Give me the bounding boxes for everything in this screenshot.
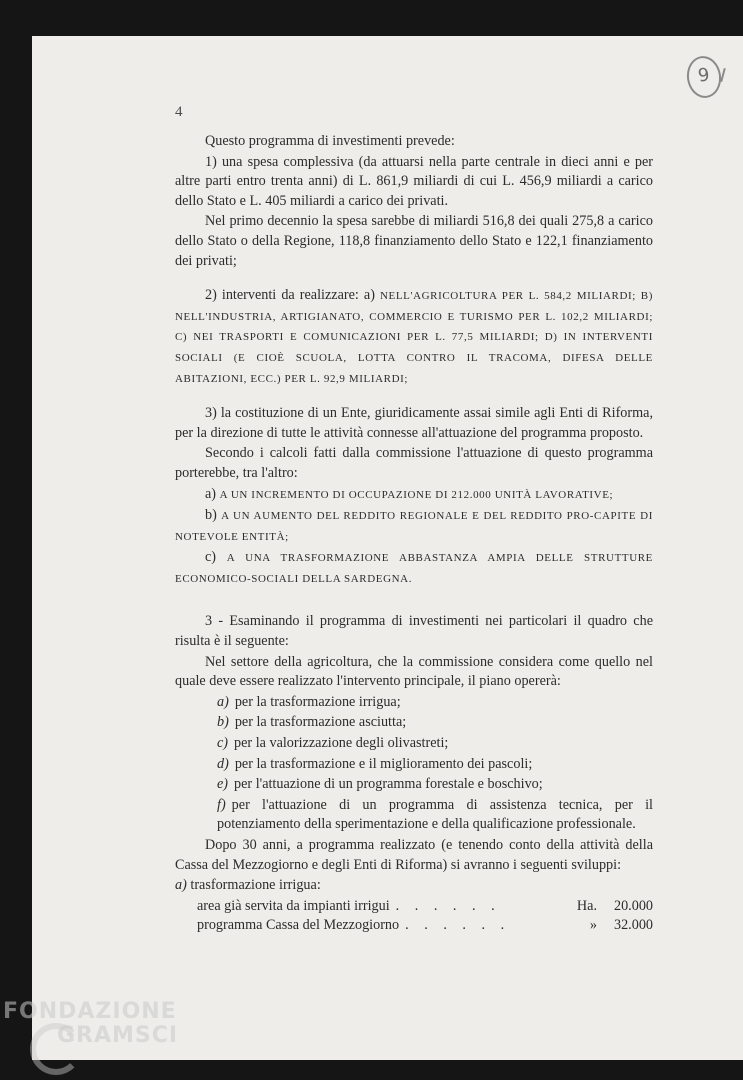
page-number: 4 xyxy=(175,104,183,120)
item-3-paragraph: 3) la costituzione di un Ente, giuridicamente assai simile agli Enti di Riforma, per la direzione di tutte le attività connesse all'attuazione del programma proposto. xyxy=(175,405,653,441)
row-label: area già servita da impianti irrigui xyxy=(197,897,390,914)
row-dots: . . . . . . xyxy=(395,897,501,914)
effect-c-lead: c) xyxy=(205,549,227,566)
list-item-letter: b) xyxy=(217,714,229,731)
calc-paragraph: Secondo i calcoli fatti dalla commissione l'attuazione di questo programma porterebbe, tra l'altro: xyxy=(175,445,653,481)
section-3-paragraph: 3 - Esaminando il programma di investimenti nei particolari il quadro che risulta è il seguente: xyxy=(175,613,653,650)
list-item-text: per la trasformazione asciutta; xyxy=(234,714,407,731)
list-item-text: per l'attuazione di un programma forestale e boschivo; xyxy=(234,776,543,793)
effect-a xyxy=(175,485,653,506)
item-2-details: NELL'AGRICOLTURA PER L. 584,2 MILIARDI; B) NELL'INDUSTRIA, ARTIGIANATO, COMMERCIO E TURISMO PER L. 102,2 MILIARDI; C) NEI TRASPORTI E COMUNICAZIONI PER L. 77,5 MILIARDI; D) IN INTERVENTI SOCIALI (E CIOÈ SCUOLA, LOTTA CONTRO IL TRACOMA, DIFESA DELLE ABITAZIONI, ECC.) PER L. 92,9 MILIARDI; xyxy=(175,290,653,385)
handwritten-page-note: 9 xyxy=(684,54,724,100)
watermark-line-1: FONDAZIONE xyxy=(3,999,177,1024)
after-30-years-paragraph: Dopo 30 anni, a programma realizzato (e tenendo conto della attività della Cassa del Mezzogiorno e degli Enti di Riforma) si avranno i seguenti sviluppi: xyxy=(175,837,653,873)
list-item-letter: a) xyxy=(217,693,229,710)
list-item-letter: d) xyxy=(217,755,229,772)
list-item xyxy=(175,734,653,754)
row-unit: Ha. xyxy=(576,897,597,914)
effect-a-text: A UN INCREMENTO DI OCCUPAZIONE DI 212.000 UNITÀ LAVORATIVE; xyxy=(219,488,614,501)
watermark-logo xyxy=(3,1000,178,1048)
intro-paragraph: Questo programma di investimenti prevede: xyxy=(205,133,455,149)
table-row xyxy=(175,897,653,917)
list-item-text: per la trasformazione irrigua; xyxy=(234,693,401,710)
item-1-paragraph: 1) una spesa complessiva (da attuarsi nella parte centrale in dieci anni e per altre parti entro trenta anni) di L. 861,9 miliardi di cui L. 456,9 miliardi a carico dello Stato e L. 405 miliardi a carico dei privati. xyxy=(175,153,653,209)
effect-b-lead: b) xyxy=(205,507,222,524)
watermark-g-icon xyxy=(30,1023,82,1075)
row-label: programma Cassa del Mezzogiorno xyxy=(197,917,400,934)
watermark-line-2: GRAMSCI xyxy=(57,1023,179,1048)
list-item-letter: e) xyxy=(217,776,229,793)
irrigation-table xyxy=(175,897,653,936)
list-item-letter: c) xyxy=(217,735,229,752)
row-value: 20.000 xyxy=(613,897,653,914)
list-item xyxy=(175,713,653,733)
effect-a-lead: a) xyxy=(205,485,220,502)
list-item xyxy=(175,755,653,775)
effect-b xyxy=(175,506,653,547)
row-dots: . . . . . . xyxy=(405,917,511,934)
handwritten-mark xyxy=(720,68,726,82)
agriculture-paragraph: Nel settore della agricoltura, che la commissione considera come quello nel quale deve essere realizzato l'intervento principale, il piano opererà: xyxy=(175,653,653,690)
effect-c xyxy=(175,548,653,589)
intervention-list xyxy=(175,693,653,835)
list-item-text: per la valorizzazione degli olivastreti; xyxy=(234,735,449,752)
effect-b-text: A UN AUMENTO DEL REDDITO REGIONALE E DEL REDDITO PRO-CAPITE DI NOTEVOLE ENTITÀ; xyxy=(175,510,653,543)
irrigation-heading xyxy=(175,876,653,896)
list-item xyxy=(175,775,653,795)
item-2-lead: 2) interventi da realizzare: a) xyxy=(205,287,380,304)
irrigation-title: trasformazione irrigua: xyxy=(190,877,321,894)
row-value: 32.000 xyxy=(613,917,653,934)
document-page xyxy=(32,36,743,1060)
row-unit: » xyxy=(589,917,597,934)
table-row xyxy=(175,916,653,936)
list-item-letter: f) xyxy=(217,796,226,813)
item-2-paragraph xyxy=(175,286,653,389)
decade-paragraph: Nel primo decennio la spesa sarebbe di miliardi 516,8 dei quali 275,8 a carico dello Stato o della Regione, 118,8 finanziamento dello Stato e 122,1 finanziamento dei privati; xyxy=(175,213,653,269)
list-item xyxy=(175,693,653,713)
irrigation-letter: a) xyxy=(175,877,187,894)
list-item xyxy=(175,796,653,835)
list-item-text: per l'attuazione di un programma di assistenza tecnica, per il potenziamento della sperimentazione e della qualificazione professionale. xyxy=(217,796,653,833)
list-item-text: per la trasformazione e il miglioramento dei pascoli; xyxy=(234,755,533,772)
effect-c-text: A UNA TRASFORMAZIONE ABBASTANZA AMPIA DELLE STRUTTURE ECONOMICO-SOCIALI DELLA SARDEGNA. xyxy=(175,552,654,585)
document-body xyxy=(175,132,653,936)
